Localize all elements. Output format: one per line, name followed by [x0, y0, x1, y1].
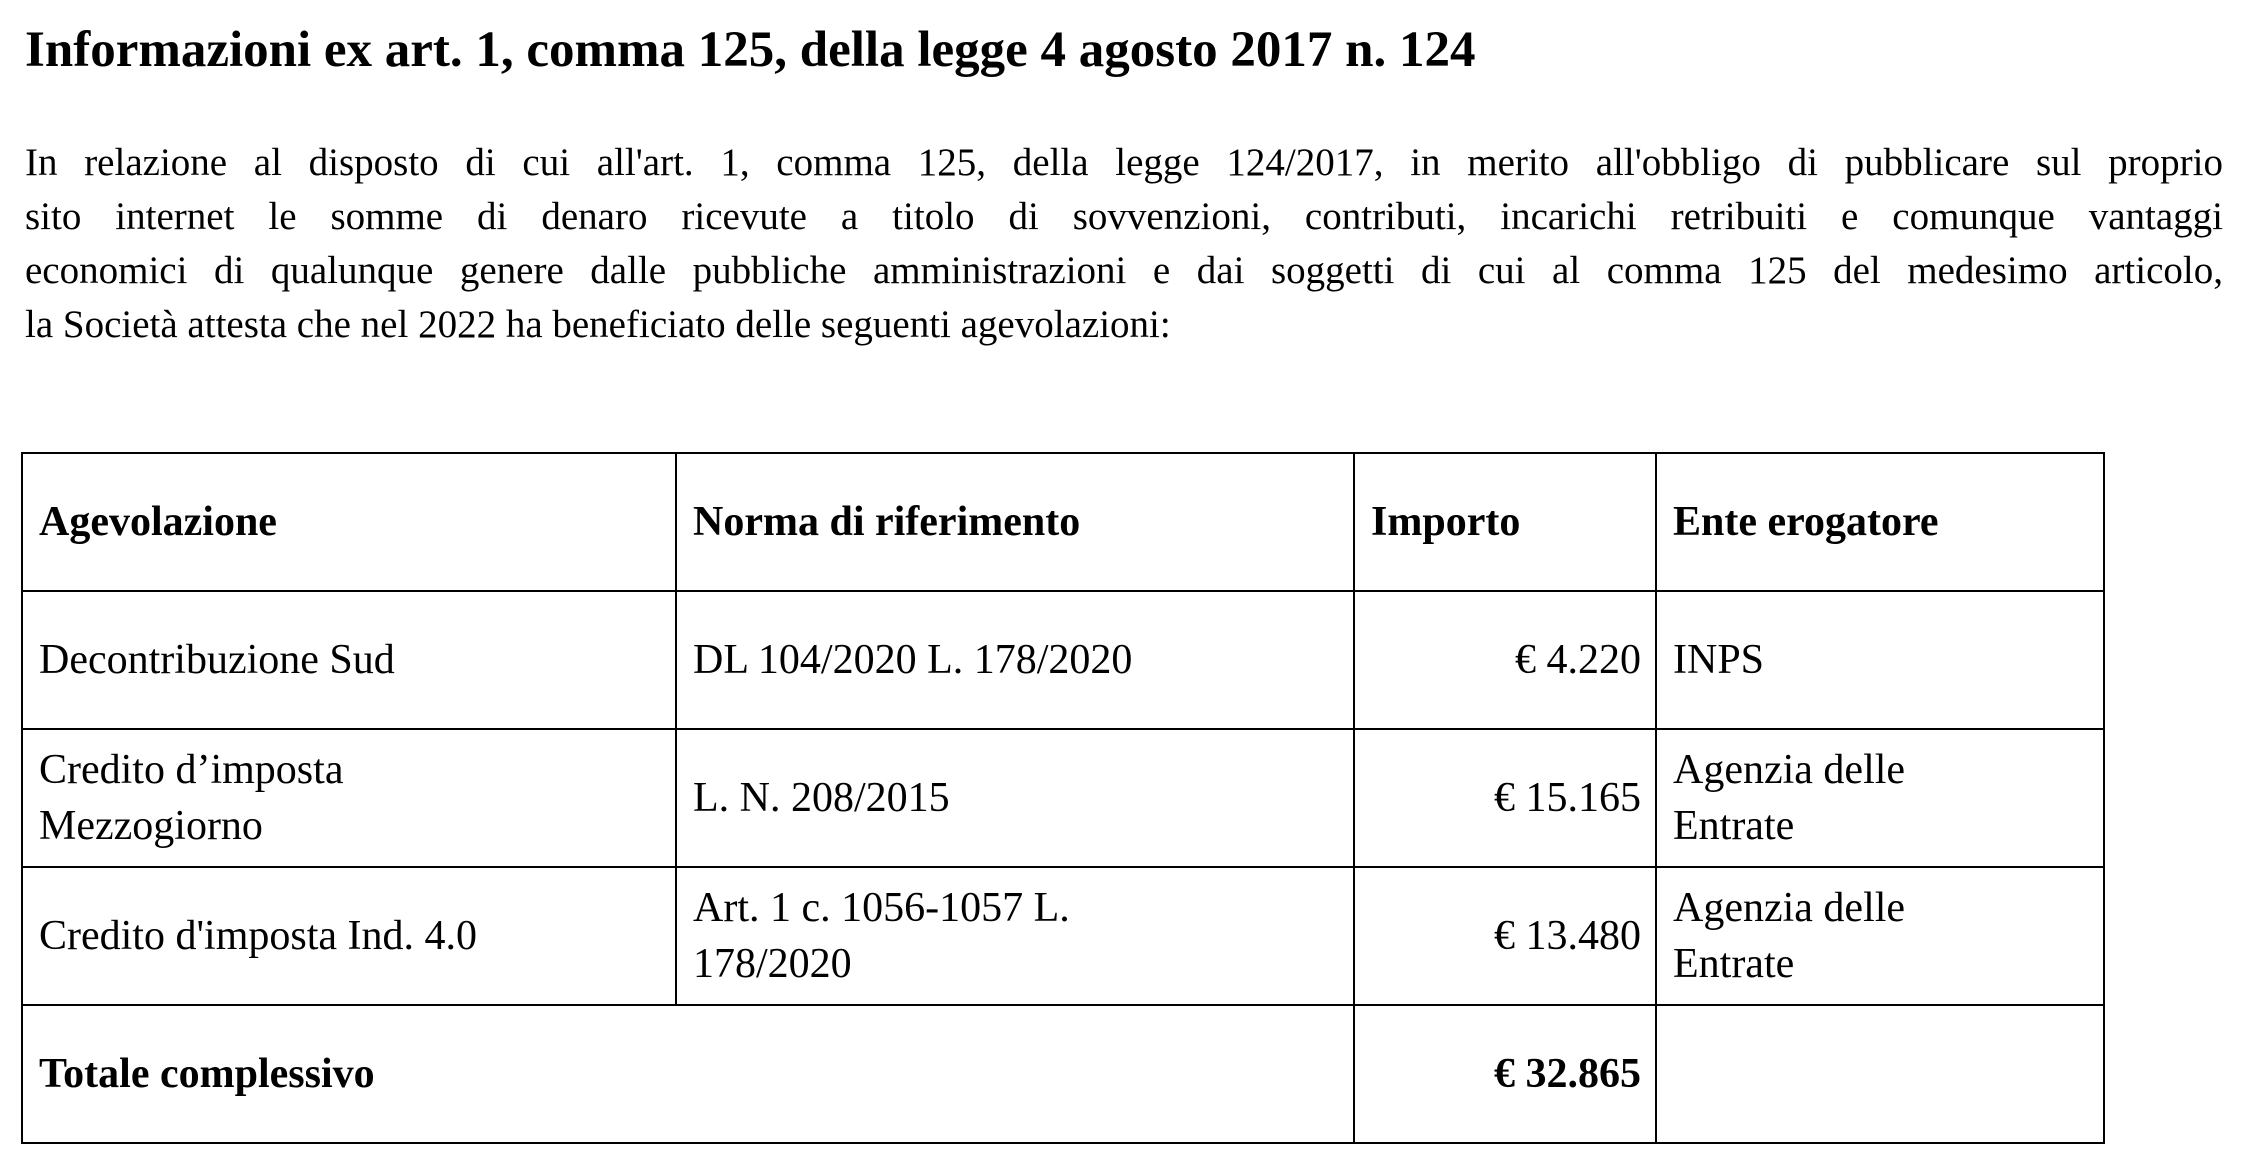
- header-ente: Ente erogatore: [1656, 453, 2104, 591]
- cell-line: DL 104/2020 L. 178/2020: [693, 637, 1133, 683]
- cell-norma: [676, 867, 1354, 1005]
- document-title: Informazioni ex art. 1, comma 125, della legge 4 agosto 2017 n. 124: [25, 22, 1476, 78]
- total-label: Totale complessivo: [22, 1005, 1354, 1143]
- cell-line: Agenzia delle: [1673, 747, 1906, 793]
- cell-importo: € 15.165: [1354, 729, 1656, 867]
- cell-ente: [1656, 729, 2104, 867]
- total-importo: € 32.865: [1354, 1005, 1656, 1143]
- cell-line: Credito d’imposta: [39, 747, 344, 793]
- cell-line: Decontribuzione Sud: [39, 637, 395, 683]
- table-row: [22, 591, 2104, 729]
- intro-line: economici di qualunque genere dalle pubbliche amministrazioni e dai soggetti di cui al comma 125 del medesimo articolo,: [25, 249, 2223, 292]
- header-importo: Importo: [1354, 453, 1656, 591]
- cell-line: Agenzia delle: [1673, 885, 1906, 931]
- total-ente-empty: [1656, 1005, 2104, 1143]
- cell-line: Credito d'imposta Ind. 4.0: [39, 913, 478, 959]
- cell-agevolazione: [22, 867, 676, 1005]
- cell-ente: [1656, 591, 2104, 729]
- cell-importo: € 13.480: [1354, 867, 1656, 1005]
- header-norma: Norma di riferimento: [676, 453, 1354, 591]
- cell-line: Entrate: [1673, 803, 1795, 849]
- cell-agevolazione: [22, 729, 676, 867]
- cell-line: L. N. 208/2015: [693, 775, 950, 821]
- cell-ente: [1656, 867, 2104, 1005]
- intro-paragraph: [25, 136, 2223, 352]
- benefits-table: [21, 452, 2105, 1144]
- intro-line: In relazione al disposto di cui all'art. 1, comma 125, della legge 124/2017, in merito all'obbligo di pubblicare sul proprio: [25, 141, 2223, 184]
- cell-line: 178/2020: [693, 941, 852, 987]
- cell-norma: [676, 591, 1354, 729]
- table-row: [22, 867, 2104, 1005]
- table-total-row: [22, 1005, 2104, 1143]
- header-agevolazione: Agevolazione: [22, 453, 676, 591]
- cell-line: Art. 1 c. 1056-1057 L.: [693, 885, 1070, 931]
- cell-importo: € 4.220: [1354, 591, 1656, 729]
- intro-line: la Società attesta che nel 2022 ha beneficiato delle seguenti agevolazioni:: [25, 303, 1171, 346]
- cell-line: INPS: [1673, 637, 1765, 683]
- intro-line: sito internet le somme di denaro ricevute a titolo di sovvenzioni, contributi, incarichi retribuiti e comunque vantaggi: [25, 195, 2223, 238]
- cell-agevolazione: [22, 591, 676, 729]
- cell-line: Mezzogiorno: [39, 803, 263, 849]
- cell-line: Entrate: [1673, 941, 1795, 987]
- table-header-row: [22, 453, 2104, 591]
- cell-norma: [676, 729, 1354, 867]
- table-row: [22, 729, 2104, 867]
